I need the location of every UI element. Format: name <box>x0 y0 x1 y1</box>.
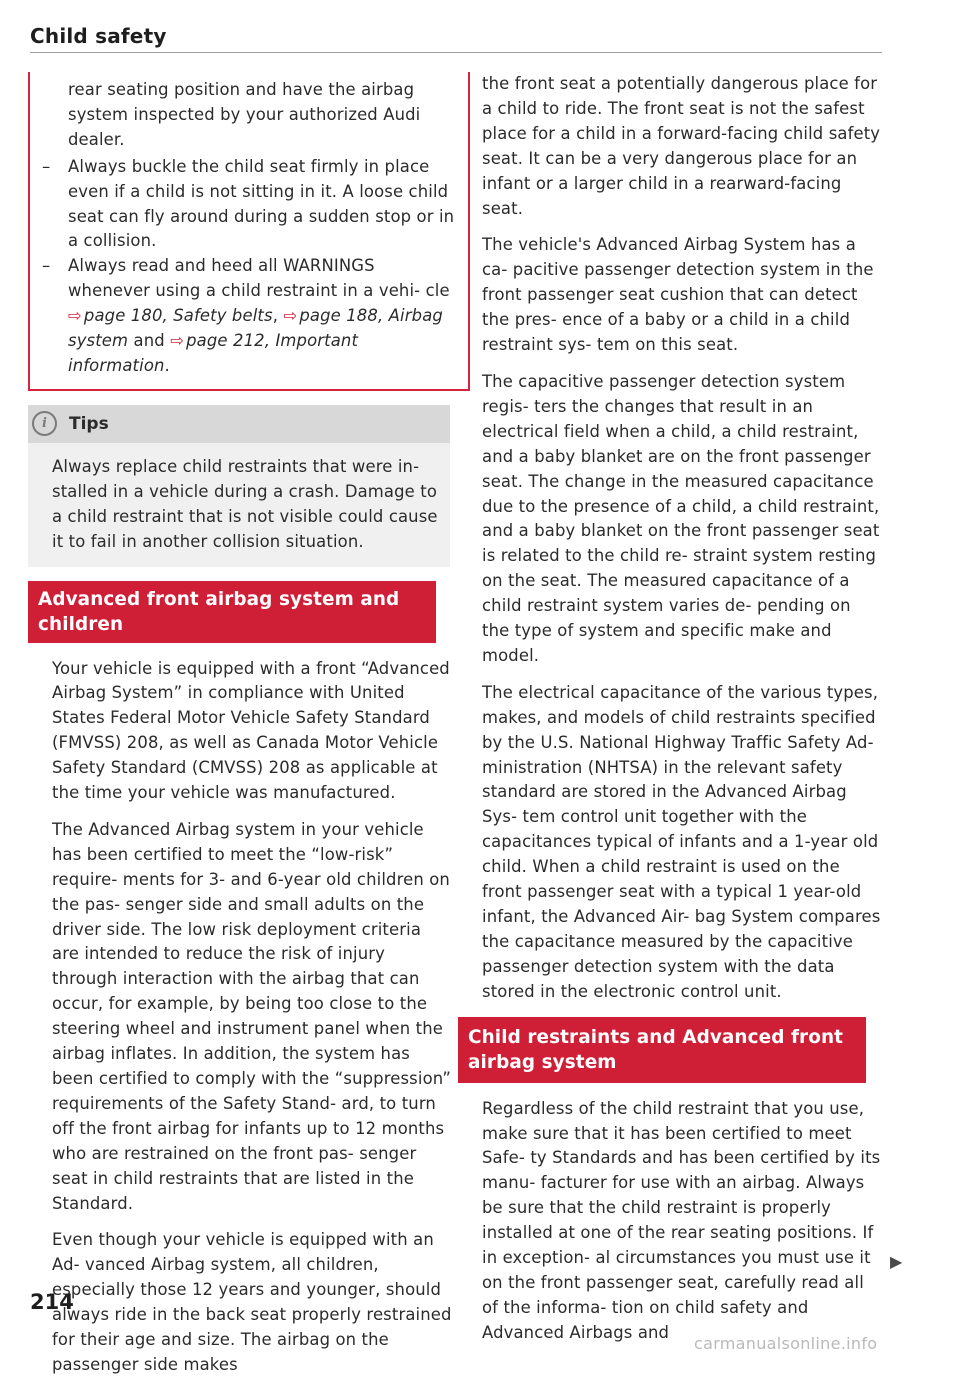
page-ref-airbag-system[interactable]: ⇨ page 188, Airbag system <box>68 306 443 351</box>
continue-arrow-icon: ▶ <box>890 1252 903 1271</box>
warning-item <box>42 155 458 255</box>
info-circle-icon: i <box>32 411 57 436</box>
section-heading-advanced-airbag: Advanced front airbag system and children <box>28 581 436 643</box>
list-dash: – <box>42 156 51 176</box>
body-paragraph: The vehicle's Advanced Airbag System has a ca- pacitive passenger detection system in the front passenger seat cushion that can detect the pres- ence of a baby or a child in a child restraint sys- tem on this seat. <box>482 235 874 355</box>
arrow-right-icon: ⇨ <box>283 306 298 326</box>
tips-body <box>28 443 450 567</box>
body-paragraph: the front seat a potentially dangerous place for a child to ride. The front seat is not the safest place for a child in a forward-facing child safety seat. It can be a very dangerous place for an infant or a larger child in a rearward-facing seat. <box>482 74 881 218</box>
list-dash: – <box>42 256 51 276</box>
page-ref-safety-belts[interactable]: ⇨ page 180, Safety belts <box>68 306 273 326</box>
left-column <box>38 72 455 1390</box>
arrow-right-icon: ⇨ <box>170 331 185 351</box>
warning-intro: rear seating position and have the airbag system inspected by your authorized Audi dealer. <box>68 80 421 149</box>
body-paragraph: The electrical capacitance of the various types, makes, and models of child restraints specified by the U.S. National Highway Traffic Safety Ad- ministration (NHTSA) in the relevant safety standard are stored in the Advanced Airbag Sys- tem control unit together with the capacitances typical of infants and a 1-year old child. When a child restraint is used on the front passenger seat with a typical 1 year-old infant, the Advanced Air- bag System compares the capacitance measured by the capacitive passenger detection system with the data stored in the electronic control unit. <box>482 682 881 1001</box>
watermark: carmanualsonline.info <box>694 1334 878 1353</box>
right-column <box>468 72 882 1358</box>
page-number: 214 <box>30 1290 74 1314</box>
page-header-title: Child safety <box>30 24 167 48</box>
body-paragraph: Your vehicle is equipped with a front “Advanced Airbag System” in compliance with United States Federal Motor Vehicle Safety Standard (FMVSS) 208, as well as Canada Motor Vehicle Safety Standard (CMVSS) 208 as applicable at the time your vehicle was manufactured. <box>52 658 450 803</box>
warning-list <box>42 155 458 379</box>
warning-item-text: Always read and heed all WARNINGS whenever using a child restraint in a vehi- cle <box>68 256 450 301</box>
page-ref-important-information[interactable]: ⇨ page 212, Important information <box>68 331 359 375</box>
arrow-right-icon: ⇨ <box>68 306 82 326</box>
conjunction-text: and <box>133 331 165 351</box>
warning-item: – Always read and heed all WARNINGS whenever using a child restraint in a vehi- cle ⇨ page 180, Safety belts, ⇨ page 188, Airbag system and ⇨ page 212, Important information. <box>42 256 450 375</box>
body-paragraph: The capacitive passenger detection system regis- ters the changes that result in an electrical field when a child, a child restraint, and a baby blanket are on the front passenger seat. The change in the measured capacitance due to the presence of a child, a child restraint, and a baby blanket on the front passenger seat is related to the child re- straint system resting on the seat. The measured capacitance of a child restraint system varies de- pending on the type of system and specific make and model. <box>482 371 880 665</box>
body-paragraph: Even though your vehicle is equipped with an Ad- vanced Airbag system, all children, especially those 12 years and younger, should always ride in the back seat properly restrained for their age and size. The airbag on the passenger side makes <box>52 1230 452 1374</box>
body-paragraph: Regardless of the child restraint that you use, make sure that it has been certified to meet Safe- ty Standards and has been certified by its manu- facturer for use with an airbag. Always be sure that the child restraint is properly installed at one of the rear seating positions. If in exception- al circumstances you must use it on the front passenger seat, carefully read all of the informa- tion on child safety and Advanced Airbags and <box>482 1098 881 1342</box>
warning-box <box>28 72 470 391</box>
tips-text: Always replace child restraints that were in- stalled in a vehicle during a crash. Damage to a child restraint that is not visible could cause it to fail in another collision situation. <box>52 456 438 551</box>
tips-label: Tips <box>69 413 109 434</box>
warning-item-text: Always buckle the child seat firmly in place even if a child is not sitting in it. A loose child seat can fly around during a sudden stop or in a collision. <box>68 156 455 251</box>
tips-header <box>28 405 450 443</box>
section-heading-child-restraints: Child restraints and Advanced front airbag system <box>458 1017 866 1083</box>
body-paragraph: The Advanced Airbag system in your vehicle has been certified to meet the “low-risk” require- ments for 3- and 6-year old children on the pas- senger side and small adults on the driver side. The low risk deployment criteria are intended to reduce the risk of injury through interaction with the airbag that can occur, for example, by being too close to the steering wheel and instrument panel when the airbag inflates. In addition, the system has been certified to comply with the “suppression” requirements of the Safety Stand- ard, to turn off the front airbag for infants up to 12 months who are restrained on the front pas- senger seat in child restraints that are listed in the Standard. <box>52 819 452 1213</box>
header-divider <box>30 52 882 53</box>
